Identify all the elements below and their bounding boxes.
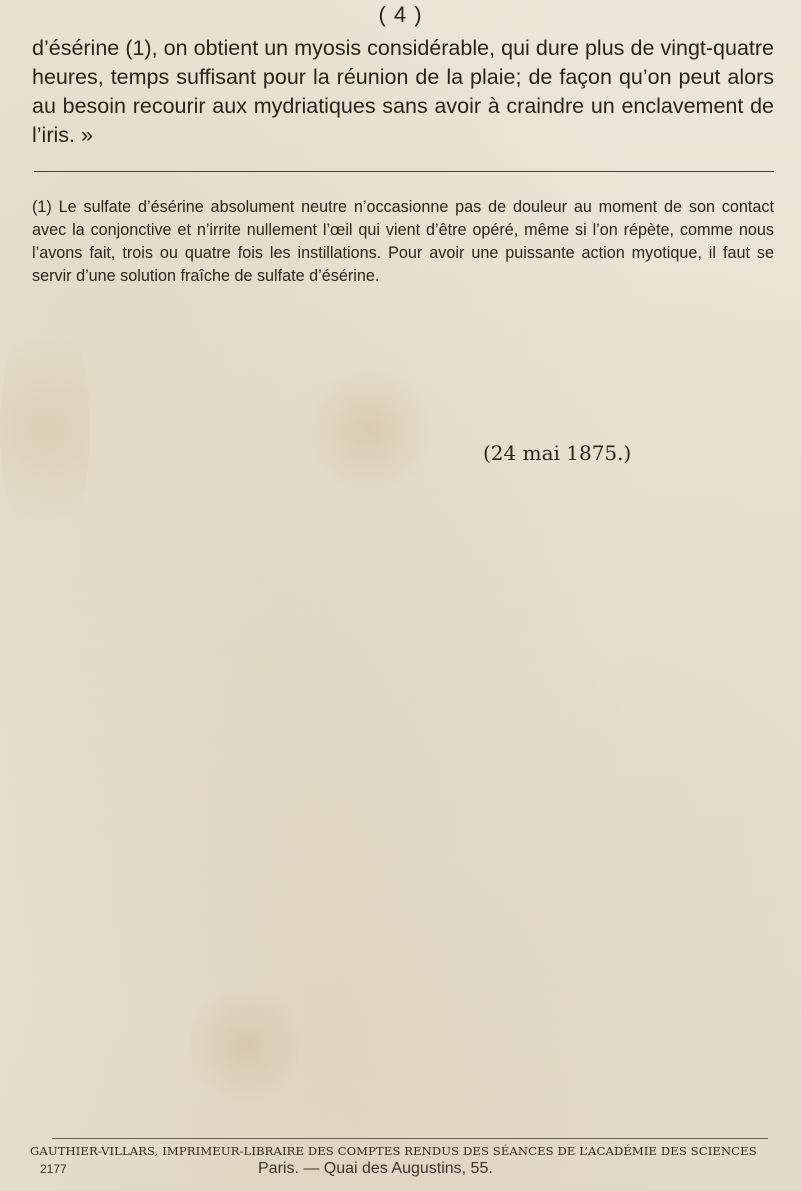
- date-line: (24 mai 1875.): [483, 441, 632, 465]
- footnote: (1) Le sulfate d’ésérine absolument neutre n’occasionne pas de douleur au moment de son contact avec la conjonctive et n’irrite nullement l’œil qui vient d’être opéré, même si l’on répète, comme nous l’avons fait, trois ou quatre fois les instillations. Pour avoir une puissante action myotique, il faut se servir d’une solution fraîche de sulfate d’ésérine.: [32, 198, 774, 285]
- paper-stain: [190, 980, 300, 1110]
- print-code: 2177: [40, 1162, 67, 1176]
- footnote-separator: [34, 171, 774, 172]
- imprint-separator: [52, 1138, 768, 1139]
- printer-line: GAUTHIER-VILLARS, IMPRIMEUR-LIBRAIRE DES COMPTES RENDUS DES SÉANCES DE L’ACADÉMIE DES SCIENCES: [30, 1144, 757, 1158]
- printer-address: Paris. — Quai des Augustins, 55.: [258, 1160, 493, 1177]
- paper-stain: [300, 370, 440, 490]
- paper-stain: [0, 300, 90, 560]
- imprint-footer: [40, 1160, 780, 1178]
- page-number: ( 4 ): [378, 2, 423, 27]
- main-paragraph: d’ésérine (1), on obtient un myosis considérable, qui dure plus de vingt-quatre heures, temps suffisant pour la réunion de la plaie; de façon qu’on peut alors au besoin recourir aux mydriatiques sans avoir à craindre un enclavement de l’iris. »: [32, 36, 774, 147]
